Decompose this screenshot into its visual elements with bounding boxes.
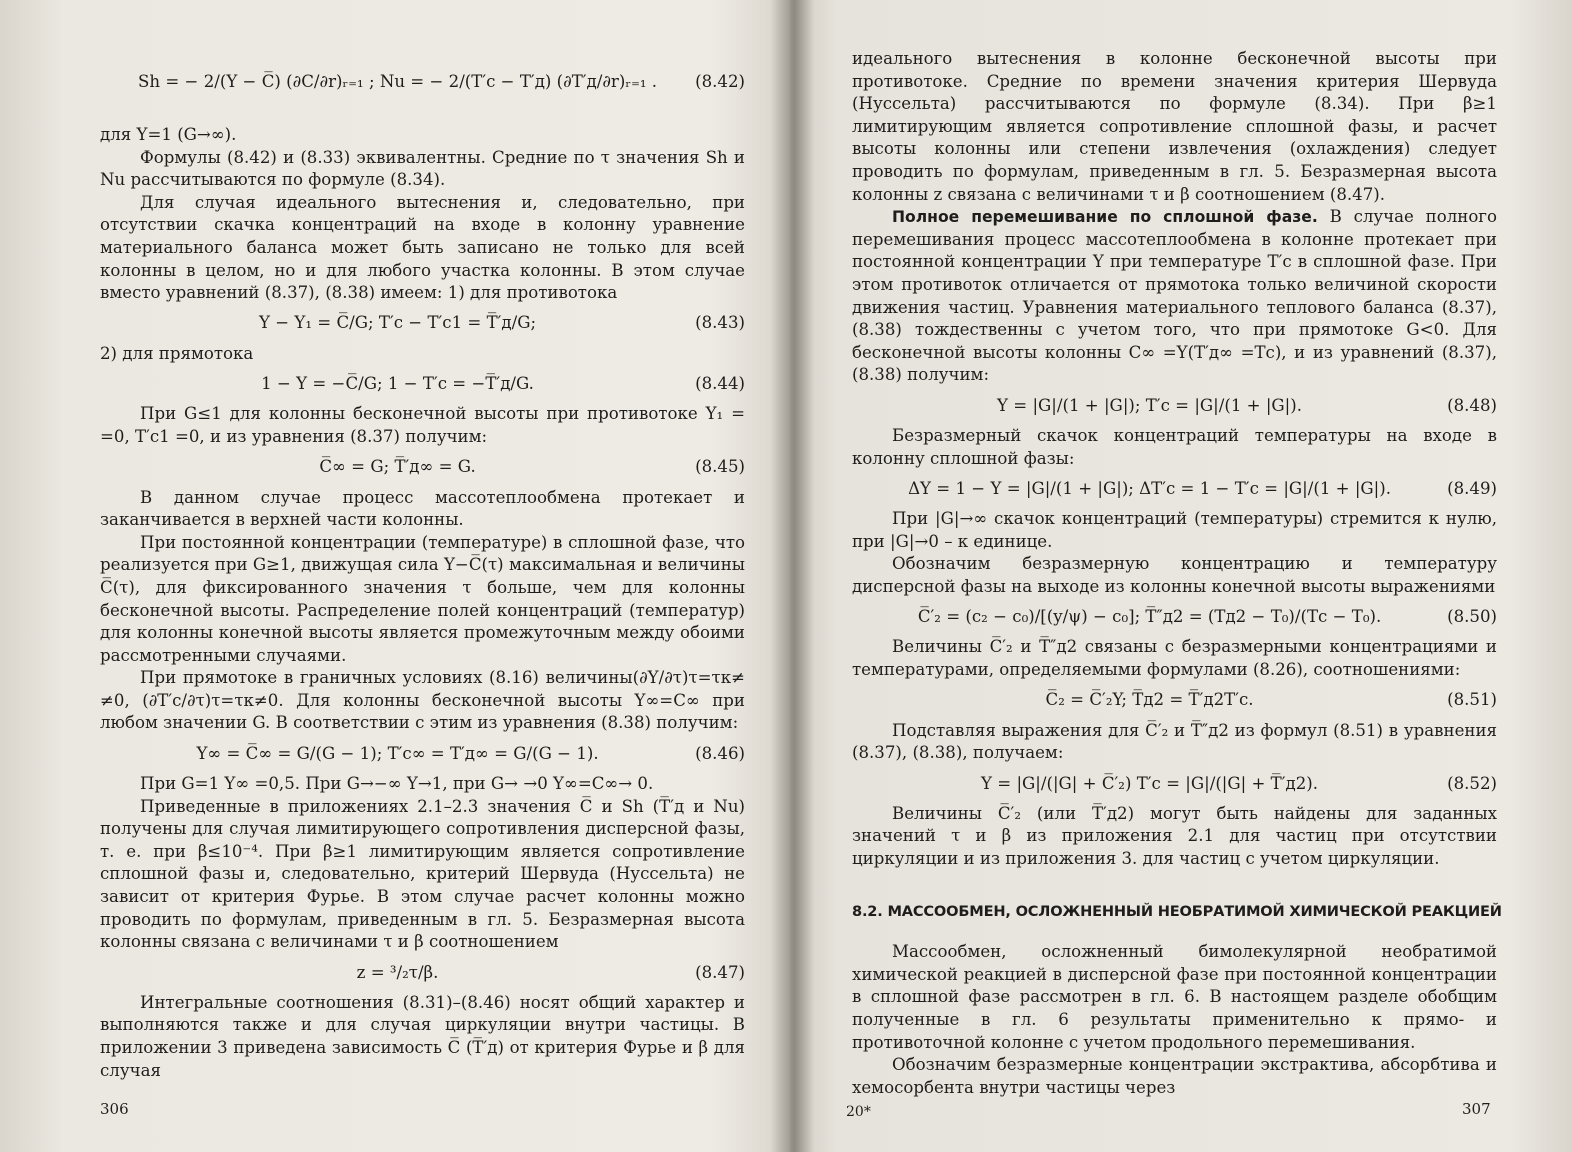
- equation-expression: ΔY = 1 − Y = |G|/(1 + |G|); ΔT′с = 1 − T′с = |G|/(1 + |G|).: [908, 478, 1392, 498]
- page-number: 306: [100, 1100, 129, 1118]
- equation-number: (8.52): [1447, 773, 1497, 793]
- section-run-in-title: Полное перемешивание по сплошной фазе.: [892, 208, 1318, 227]
- equation-8-48: [852, 387, 1497, 425]
- paragraph: для Y=1 (G→∞).: [100, 125, 237, 144]
- paragraph: При постоянной концентрации (температуре) в сплошной фазе, что реализуется при G≥1, движущая сила Y−C̅(τ) максимальная и величины C̅(τ), для фиксированного значения τ больше, чем для колонны бесконечной высоты. Распределение полей концентраций (температур) для колонны конечной высоты является промежуточным между обоими рассмотренными случаями.: [100, 532, 745, 665]
- equation-8-52: [852, 765, 1497, 803]
- page-number: 307: [1462, 1100, 1491, 1118]
- equation-expression: Y = |G|/(|G| + C̅′₂) T′с = |G|/(|G| + T̅′д2).: [981, 773, 1319, 793]
- paragraph: Обозначим безразмерные концентрации экстрактива, абсорбтива и хемосорбента внутри частицы через: [852, 1055, 1497, 1097]
- paragraph: Подставляя выражения для C̅′₂ и T̅″д2 из формул (8.51) в уравнения (8.37), (8.38), получаем:: [852, 720, 1497, 763]
- equation-expression: z = ³/₂τ/β.: [356, 962, 439, 982]
- paragraph: Интегральные соотношения (8.31)–(8.46) носят общий характер и выполняются также и для случая циркуляции внутри частицы. В приложении 3 приведена зависимость C̅ (T̅′д) от критерия Фурье и β для случая: [100, 992, 745, 1080]
- equation-8-45: [100, 449, 745, 487]
- equation-number: (8.44): [695, 374, 745, 394]
- paragraph: 2) для прямотока: [100, 343, 254, 363]
- equation-expression: Y = |G|/(1 + |G|); T′с = |G|/(1 + |G|).: [997, 395, 1303, 415]
- paragraph: Для случая идеального вытеснения и, следовательно, при отсутствии скачка концентраций на входе в колонну уравнение материального баланса может быть записано не только для всей колонны в целом, но и для любого участка колонны. В этом случае вместо уравнений (8.37), (8.38) имеем: 1) для противотока: [100, 192, 745, 303]
- paragraph: Величины C̅′₂ и T̅″д2 связаны с безразмерными концентрациями и температурами, определяемыми формулами (8.26), соотношениями:: [852, 637, 1497, 680]
- right-page: [790, 0, 1572, 1152]
- paragraph-text: В случае полного перемешивания процесс массотеплообмена в колонне протекает при постоянной концентрации Y при температуре T′с в сплошной фазе. При этом противоток отличается от прямотока только величиной скорости движения частиц. Уравнения материального теплового баланса (8.37), (8.38) тождественны с учетом того, что при прямотоке G<0. Для бесконечной высоты колонны C∞ =Y(T′д∞ =Tс), и из уравнений (8.37), (8.38) получим:: [852, 207, 1497, 385]
- equation-8-46: [100, 735, 745, 773]
- paragraph: Величины C̅′₂ (или T̅′д2) могут быть найдены для заданных значений τ и β из приложения 2.1 для частиц при отсутствии циркуляции и из приложения 3. для частиц с учетом циркуляции.: [852, 803, 1497, 869]
- equation-number: (8.43): [695, 313, 745, 333]
- equation-number: (8.48): [1447, 395, 1497, 415]
- equation-8-43: [100, 305, 745, 343]
- paragraph: [852, 206, 1497, 387]
- paragraph: В данном случае процесс массотеплообмена протекает и заканчивается в верхней части колонны.: [100, 487, 745, 530]
- equation-expression: Y − Y₁ = C̅/G; T′с − T′с1 = T̅′д/G;: [259, 313, 537, 333]
- paragraph: Массообмен, осложненный бимолекулярной необратимой химической реакцией в дисперсной фазе при постоянной концентрации в сплошной фазе рассмотрен в гл. 6. В настоящем разделе обобщим полученные в гл. 6 результаты применительно к прямо- и противоточной колонне с учетом продольного перемешивания.: [852, 942, 1497, 1052]
- equation-8-51: [852, 682, 1497, 720]
- equation-expression: Sh = − 2/(Y − C̅) (∂C/∂r)ᵣ₌₁ ; Nu = − 2/(T′с − T′д) (∂T′д/∂r)ᵣ₌₁ .: [138, 71, 658, 91]
- left-text-column: [100, 40, 745, 1082]
- equation-8-42: [100, 40, 745, 124]
- equation-number: (8.45): [695, 457, 745, 477]
- paragraph: При |G|→∞ скачок концентраций (температуры) стремится к нулю, при |G|→0 – к единице.: [852, 509, 1497, 551]
- equation-expression: C̅′₂ = (c₂ − c₀)/[(y/ψ) − c₀]; T̅″д2 = (Tд2 − T₀)/(Tс − T₀).: [917, 607, 1382, 627]
- right-text-column: [852, 48, 1502, 1099]
- signature-mark: 20*: [846, 1104, 871, 1120]
- paragraph: идеального вытеснения в колонне бесконечной высоты при противотоке. Средние по времени значения критерия Шервуда (Нуссельта) рассчитываются по формуле (8.34). При β≥1 лимитирующим является сопротивление сплошной фазы, и расчет высоты колонны или степени извлечения (охлаждения) следует проводить по формулам, приведенным в гл. 5. Безразмерная высота колонны z связана с величинами τ и β соотношением (8.47).: [852, 49, 1497, 204]
- section-heading: 8.2. МАССООБМЕН, ОСЛОЖНЕННЫЙ НЕОБРАТИМОЙ ХИМИЧЕСКОЙ РЕАКЦИЕЙ: [852, 902, 1502, 920]
- equation-expression: Y∞ = C̅∞ = G/(G − 1); T′с∞ = T′д∞ = G/(G − 1).: [196, 743, 599, 763]
- equation-number: (8.49): [1447, 478, 1497, 498]
- equation-8-47: [100, 954, 745, 992]
- paragraph: При G≤1 для колонны бесконечной высоты при противотоке Y₁ = =0, T′с1 =0, и из уравнения (8.37) получим:: [100, 404, 745, 446]
- equation-number: (8.42): [695, 71, 745, 91]
- equation-number: (8.46): [695, 743, 745, 763]
- paragraph: Приведенные в приложениях 2.1–2.3 значения C̅ и Sh (T̅′д и Nu) получены для случая лимитирующего сопротивления дисперсной фазы, т. е. при β≤10⁻⁴. При β≥1 лимитирующим является сопротивление сплошной фазы и, следовательно, критерий Шервуда (Нуссельта) не зависит от критерия Фурье. В этом случае расчет колонны можно проводить по формулам, приведенным в гл. 5. Безразмерная высота колонны связана с величинами τ и β соотношением: [100, 796, 745, 952]
- equation-number: (8.47): [695, 962, 745, 982]
- equation-8-49: [852, 470, 1497, 508]
- paragraph: Формулы (8.42) и (8.33) эквивалентны. Средние по τ значения Sh и Nu рассчитываются по формуле (8.34).: [100, 147, 745, 190]
- paragraph: При G=1 Y∞ =0,5. При G→−∞ Y→1, при G→ →0 Y∞=C∞→ 0.: [140, 774, 654, 794]
- paragraph: Обозначим безразмерную концентрацию и температуру дисперсной фазы на выходе из колонны конечной высоты выражениями: [852, 554, 1497, 596]
- equation-expression: C̅₂ = C̅′₂Y; T̅д2 = T̅′д2T′с.: [1045, 690, 1254, 710]
- equation-number: (8.50): [1447, 607, 1497, 627]
- paragraph: Безразмерный скачок концентраций температуры на входе в колонну сплошной фазы:: [852, 425, 1497, 468]
- equation-8-44: [100, 365, 745, 403]
- equation-8-50: [852, 598, 1497, 636]
- paragraph: При прямотоке в граничных условиях (8.16) величины(∂Y/∂τ)τ=τк≠ ≠0, (∂T′с/∂τ)τ=τк≠0. Для колонны бесконечной высоты Y∞=C∞ при любом значении G. В соответствии с этим из уравнения (8.38) получим:: [100, 668, 745, 733]
- equation-expression: C̅∞ = G; T̅′д∞ = G.: [319, 457, 476, 477]
- equation-number: (8.51): [1447, 690, 1497, 710]
- equation-expression: 1 − Y = −C̅/G; 1 − T′с = −T̅′д/G.: [261, 374, 534, 394]
- book-gutter-shadow: [770, 0, 814, 1152]
